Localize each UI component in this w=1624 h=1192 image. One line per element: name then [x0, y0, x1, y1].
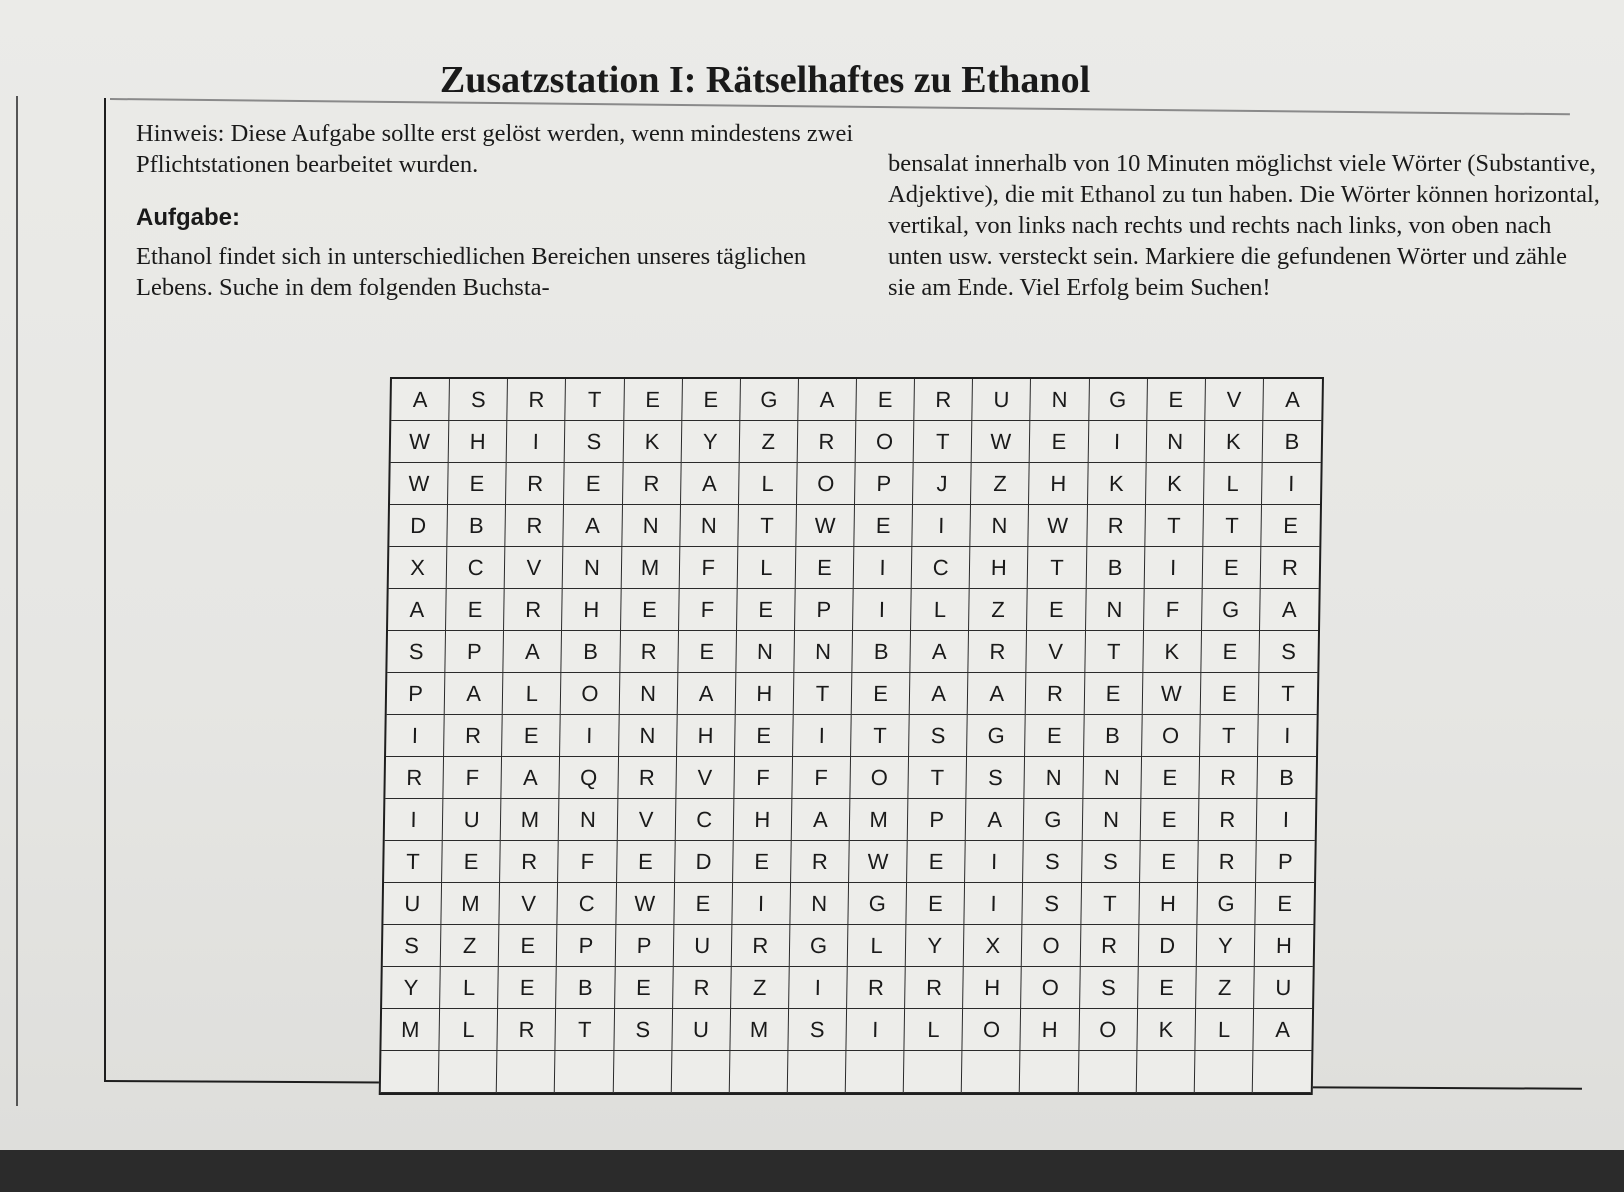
- grid-cell: T: [1085, 631, 1144, 673]
- grid-cell: E: [615, 967, 674, 1009]
- grid-cell: H: [562, 589, 621, 631]
- grid-cell: N: [794, 631, 853, 673]
- grid-cell: I: [1088, 421, 1147, 463]
- grid-cell: R: [508, 379, 567, 421]
- grid-cell: E: [737, 589, 796, 631]
- grid-cell: N: [1082, 799, 1141, 841]
- grid-cell: W: [1029, 505, 1088, 547]
- grid-cell: R: [1080, 925, 1139, 967]
- grid-cell: M: [442, 883, 501, 925]
- grid-cell: E: [1201, 631, 1260, 673]
- grid-cell: S: [788, 1009, 847, 1051]
- grid-cell: P: [795, 589, 854, 631]
- grid-cell: E: [1147, 379, 1206, 421]
- grid-cell: B: [1263, 421, 1322, 463]
- grid-cell: R: [1198, 841, 1257, 883]
- grid-cell: R: [504, 589, 563, 631]
- grid-cell: I: [846, 1009, 905, 1051]
- grid-cell: L: [440, 1009, 499, 1051]
- grid-cell: L: [503, 673, 562, 715]
- grid-cell: A: [564, 505, 623, 547]
- grid-cell: A: [798, 379, 857, 421]
- grid-cell: [730, 1051, 789, 1093]
- grid-cell: T: [1028, 547, 1087, 589]
- grid-cell: N: [1086, 589, 1145, 631]
- grid-cell: B: [556, 967, 615, 1009]
- grid-cell: U: [443, 799, 502, 841]
- grid-cell: [1195, 1051, 1254, 1093]
- grid-cell: F: [679, 547, 738, 589]
- grid-cell: I: [1262, 463, 1321, 505]
- grid-cell: G: [967, 715, 1026, 757]
- grid-cell: E: [678, 631, 737, 673]
- grid-cell: S: [383, 925, 442, 967]
- grid-cell: B: [1084, 715, 1143, 757]
- grid-cell: A: [502, 757, 561, 799]
- grid-cell: W: [391, 421, 450, 463]
- task-text: Ethanol findet sich in unterschiedlichen Bereichen unseres täglichen Lebens. Suche in dem folgenden Buchsta-: [136, 243, 807, 301]
- grid-cell: L: [1204, 463, 1263, 505]
- grid-cell: E: [617, 841, 676, 883]
- grid-cell: C: [447, 547, 506, 589]
- grid-cell: O: [856, 421, 915, 463]
- grid-cell: [613, 1051, 672, 1093]
- grid-cell: L: [1195, 1009, 1254, 1051]
- grid-cell: N: [1025, 757, 1084, 799]
- grid-cell: I: [507, 421, 566, 463]
- grid-cell: T: [1081, 883, 1140, 925]
- page-title: Zusatzstation I: Rätselhaftes zu Ethanol: [439, 59, 1091, 101]
- grid-cell: R: [1199, 757, 1258, 799]
- grid-cell: F: [558, 841, 617, 883]
- grid-cell: H: [1021, 1009, 1080, 1051]
- grid-cell: G: [1202, 589, 1261, 631]
- grid-cell: E: [1084, 673, 1143, 715]
- grid-cell: E: [1030, 421, 1089, 463]
- grid-cell: C: [558, 883, 617, 925]
- grid-cell: U: [1254, 967, 1313, 1009]
- grid-cell: A: [910, 673, 969, 715]
- grid-cell: K: [623, 421, 682, 463]
- grid-cell: V: [617, 799, 676, 841]
- grid-cell: R: [618, 757, 677, 799]
- grid-cell: V: [505, 547, 564, 589]
- grid-cell: I: [912, 505, 971, 547]
- grid-cell: E: [733, 841, 792, 883]
- grid-cell: R: [847, 967, 906, 1009]
- grid-cell: Y: [1196, 925, 1255, 967]
- grid-cell: E: [1138, 967, 1197, 1009]
- grid-cell: I: [854, 547, 913, 589]
- left-text-column: [136, 118, 856, 303]
- grid-cell: A: [391, 379, 450, 421]
- grid-cell: H: [449, 421, 508, 463]
- grid-cell: [555, 1051, 614, 1093]
- grid-cell: C: [912, 547, 971, 589]
- grid-cell: N: [619, 673, 678, 715]
- grid-cell: M: [501, 799, 560, 841]
- frame-left-border: [104, 98, 106, 1080]
- grid-cell: T: [851, 715, 910, 757]
- grid-cell: S: [1080, 967, 1139, 1009]
- grid-cell: F: [792, 757, 851, 799]
- grid-cell: E: [498, 967, 557, 1009]
- grid-cell: O: [797, 463, 856, 505]
- grid-cell: [439, 1051, 498, 1093]
- grid-cell: P: [445, 631, 504, 673]
- grid-cell: N: [971, 505, 1030, 547]
- grid-cell: S: [909, 715, 968, 757]
- grid-cell: N: [680, 505, 739, 547]
- grid-cell: [1020, 1051, 1079, 1093]
- grid-cell: E: [564, 463, 623, 505]
- grid-cell: K: [1137, 1009, 1196, 1051]
- grid-cell: R: [1198, 799, 1257, 841]
- grid-cell: W: [972, 421, 1031, 463]
- grid-cell: P: [615, 925, 674, 967]
- grid-cell: H: [1029, 463, 1088, 505]
- grid-cell: L: [848, 925, 907, 967]
- grid-cell: N: [559, 799, 618, 841]
- grid-cell: [788, 1051, 847, 1093]
- grid-cell: E: [1200, 673, 1259, 715]
- grid-cell: A: [504, 631, 563, 673]
- grid-cell: Y: [382, 967, 441, 1009]
- grid-cell: A: [1260, 589, 1319, 631]
- grid-cell: S: [565, 421, 624, 463]
- grid-cell: S: [449, 379, 508, 421]
- grid-cell: O: [850, 757, 909, 799]
- grid-cell: P: [908, 799, 967, 841]
- grid-cell: E: [448, 463, 507, 505]
- grid-cell: E: [1027, 589, 1086, 631]
- grid-cell: L: [737, 547, 796, 589]
- grid-cell: H: [1255, 925, 1314, 967]
- grid-cell: [381, 1051, 440, 1093]
- grid-cell: S: [1259, 631, 1318, 673]
- grid-cell: Z: [969, 589, 1028, 631]
- grid-cell: E: [1141, 757, 1200, 799]
- grid-cell: B: [562, 631, 621, 673]
- grid-cell: A: [966, 799, 1025, 841]
- grid-cell: W: [849, 841, 908, 883]
- hint-text: Hinweis: Diese Aufgabe sollte erst gelöst werden, wenn mindestens zwei Pflichtstationen bearbeitet wurden.: [136, 120, 854, 178]
- grid-cell: E: [1140, 841, 1199, 883]
- frame-outer-left-border: [16, 96, 18, 1106]
- grid-cell: N: [563, 547, 622, 589]
- grid-cell: R: [731, 925, 790, 967]
- grid-cell: I: [965, 883, 1024, 925]
- grid-cell: U: [672, 1009, 731, 1051]
- grid-cell: D: [389, 505, 448, 547]
- grid-cell: I: [732, 883, 791, 925]
- grid-cell: G: [1197, 883, 1256, 925]
- grid-cell: L: [905, 1009, 964, 1051]
- grid-cell: E: [1202, 547, 1261, 589]
- grid-cell: O: [1142, 715, 1201, 757]
- grid-cell: E: [621, 589, 680, 631]
- grid-cell: [1253, 1051, 1312, 1093]
- grid-cell: B: [447, 505, 506, 547]
- grid-cell: H: [970, 547, 1029, 589]
- grid-cell: O: [1021, 967, 1080, 1009]
- grid-cell: I: [793, 715, 852, 757]
- grid-cell: R: [506, 505, 565, 547]
- grid-cell: Z: [971, 463, 1030, 505]
- grid-cell: A: [968, 673, 1027, 715]
- grid-cell: A: [677, 673, 736, 715]
- grid-cell: D: [675, 841, 734, 883]
- grid-cell: N: [790, 883, 849, 925]
- grid-cell: I: [1144, 547, 1203, 589]
- task-text-continued: bensalat innerhalb von 10 Minuten möglichst viele Wörter (Substantive, Adjektive), die mit Ethanol zu tun haben. Die Wörter können horizontal, vertikal, von links nach rechts und rechts nach links, von oben nach unten usw. versteckt sein. Markiere die gefundenen Wörter und zähle sie am Ende. Viel Erfolg beim Suchen!: [888, 150, 1600, 301]
- grid-cell: L: [739, 463, 798, 505]
- grid-cell: R: [444, 715, 503, 757]
- grid-cell: H: [677, 715, 736, 757]
- grid-cell: B: [1257, 757, 1316, 799]
- grid-cell: T: [1259, 673, 1318, 715]
- grid-cell: K: [1204, 421, 1263, 463]
- grid-cell: K: [1087, 463, 1146, 505]
- grid-cell: T: [738, 505, 797, 547]
- grid-cell: T: [794, 673, 853, 715]
- grid-cell: G: [1089, 379, 1148, 421]
- grid-cell: U: [383, 883, 442, 925]
- grid-cell: Y: [906, 925, 965, 967]
- grid-cell: S: [1023, 841, 1082, 883]
- grid-cell: Z: [1196, 967, 1255, 1009]
- grid-cell: V: [676, 757, 735, 799]
- grid-cell: E: [907, 883, 966, 925]
- grid-cell: R: [798, 421, 857, 463]
- grid-cell: B: [852, 631, 911, 673]
- grid-cell: E: [796, 547, 855, 589]
- grid-cell: [1078, 1051, 1137, 1093]
- grid-cell: E: [682, 379, 741, 421]
- grid-cell: P: [1256, 841, 1315, 883]
- grid-cell: W: [390, 463, 449, 505]
- task-heading: Aufgabe:: [136, 204, 240, 231]
- grid-cell: C: [675, 799, 734, 841]
- grid-cell: R: [969, 631, 1028, 673]
- grid-cell: H: [963, 967, 1022, 1009]
- grid-cell: [846, 1051, 905, 1093]
- grid-cell: E: [1255, 883, 1314, 925]
- grid-cell: N: [619, 715, 678, 757]
- grid-cell: I: [965, 841, 1024, 883]
- grid-cell: N: [736, 631, 795, 673]
- background-surface: [0, 1150, 1624, 1192]
- grid-cell: I: [853, 589, 912, 631]
- grid-cell: E: [442, 841, 501, 883]
- grid-cell: R: [914, 379, 973, 421]
- grid-cell: N: [1083, 757, 1142, 799]
- grid-cell: O: [1022, 925, 1081, 967]
- grid-cell: E: [624, 379, 683, 421]
- grid-cell: E: [735, 715, 794, 757]
- grid-cell: E: [499, 925, 558, 967]
- grid-cell: F: [443, 757, 502, 799]
- grid-cell: G: [790, 925, 849, 967]
- grid-cell: F: [1144, 589, 1203, 631]
- grid-cell: V: [1027, 631, 1086, 673]
- grid-cell: S: [614, 1009, 673, 1051]
- grid-cell: Z: [731, 967, 790, 1009]
- word-search-grid: [379, 377, 1324, 1095]
- grid-cell: I: [386, 715, 445, 757]
- grid-cell: M: [850, 799, 909, 841]
- grid-cell: E: [854, 505, 913, 547]
- grid-cell: O: [1079, 1009, 1138, 1051]
- grid-cell: W: [616, 883, 675, 925]
- grid-cell: A: [445, 673, 504, 715]
- grid-cell: S: [1023, 883, 1082, 925]
- grid-cell: W: [1142, 673, 1201, 715]
- grid-cell: U: [673, 925, 732, 967]
- grid-cell: T: [566, 379, 625, 421]
- grid-cell: R: [620, 631, 679, 673]
- grid-cell: [497, 1051, 556, 1093]
- grid-cell: I: [1258, 715, 1317, 757]
- grid-cell: P: [387, 673, 446, 715]
- grid-cell: R: [673, 967, 732, 1009]
- grid-cell: I: [1257, 799, 1316, 841]
- grid-cell: T: [908, 757, 967, 799]
- grid-cell: R: [1026, 673, 1085, 715]
- grid-cell: Z: [739, 421, 798, 463]
- grid-cell: H: [735, 673, 794, 715]
- grid-cell: X: [964, 925, 1023, 967]
- grid-cell: A: [1263, 379, 1322, 421]
- right-text-column: [888, 148, 1600, 303]
- grid-cell: R: [1261, 547, 1320, 589]
- grid-cell: G: [848, 883, 907, 925]
- grid-cell: N: [622, 505, 681, 547]
- grid-cell: T: [914, 421, 973, 463]
- grid-cell: G: [740, 379, 799, 421]
- grid-cell: A: [910, 631, 969, 673]
- grid-cell: W: [796, 505, 855, 547]
- grid-cell: T: [556, 1009, 615, 1051]
- grid-cell: M: [621, 547, 680, 589]
- grid-cell: V: [1205, 379, 1264, 421]
- grid-cell: Q: [560, 757, 619, 799]
- grid-cell: G: [1024, 799, 1083, 841]
- grid-cell: A: [388, 589, 447, 631]
- grid-cell: [671, 1051, 730, 1093]
- grid-cell: T: [1203, 505, 1262, 547]
- grid-cell: N: [1146, 421, 1205, 463]
- grid-cell: A: [792, 799, 851, 841]
- grid-cell: A: [1253, 1009, 1312, 1051]
- grid-cell: E: [674, 883, 733, 925]
- grid-cell: E: [852, 673, 911, 715]
- grid-cell: Y: [681, 421, 740, 463]
- grid-cell: L: [911, 589, 970, 631]
- grid-cell: L: [440, 967, 499, 1009]
- grid-cell: R: [500, 841, 559, 883]
- grid-cell: P: [557, 925, 616, 967]
- grid-cell: F: [734, 757, 793, 799]
- grid-cell: E: [1261, 505, 1320, 547]
- grid-cell: K: [1143, 631, 1202, 673]
- grid-cell: R: [791, 841, 850, 883]
- grid-cell: E: [1140, 799, 1199, 841]
- grid-cell: R: [1087, 505, 1146, 547]
- grid-cell: K: [1146, 463, 1205, 505]
- grid-cell: [962, 1051, 1021, 1093]
- grid-cell: M: [381, 1009, 440, 1051]
- grid-cell: H: [733, 799, 792, 841]
- grid-cell: A: [681, 463, 740, 505]
- grid-cell: R: [622, 463, 681, 505]
- grid-cell: E: [1025, 715, 1084, 757]
- grid-cell: J: [913, 463, 972, 505]
- grid-cell: I: [385, 799, 444, 841]
- grid-cell: R: [905, 967, 964, 1009]
- grid-cell: X: [389, 547, 448, 589]
- grid-cell: S: [967, 757, 1026, 799]
- grid-cell: P: [855, 463, 914, 505]
- grid-cell: O: [561, 673, 620, 715]
- grid-cell: R: [498, 1009, 557, 1051]
- grid-cell: [904, 1051, 963, 1093]
- grid-cell: S: [1082, 841, 1141, 883]
- grid-cell: E: [446, 589, 505, 631]
- grid-cell: [1136, 1051, 1195, 1093]
- grid-cell: B: [1086, 547, 1145, 589]
- grid-cell: S: [387, 631, 446, 673]
- grid-cell: D: [1138, 925, 1197, 967]
- grid-cell: N: [1031, 379, 1090, 421]
- grid-cell: I: [789, 967, 848, 1009]
- grid-cell: F: [679, 589, 738, 631]
- grid-cell: R: [385, 757, 444, 799]
- grid-cell: U: [973, 379, 1032, 421]
- grid-cell: M: [730, 1009, 789, 1051]
- grid-cell: V: [500, 883, 559, 925]
- grid-cell: Z: [441, 925, 500, 967]
- grid-cell: I: [560, 715, 619, 757]
- grid-cell: E: [907, 841, 966, 883]
- grid-cell: H: [1139, 883, 1198, 925]
- grid-cell: E: [502, 715, 561, 757]
- grid-cell: R: [506, 463, 565, 505]
- grid-cell: T: [1200, 715, 1259, 757]
- grid-cell: O: [963, 1009, 1022, 1051]
- grid-cell: T: [1145, 505, 1204, 547]
- grid-cell: T: [384, 841, 443, 883]
- grid-cell: E: [856, 379, 915, 421]
